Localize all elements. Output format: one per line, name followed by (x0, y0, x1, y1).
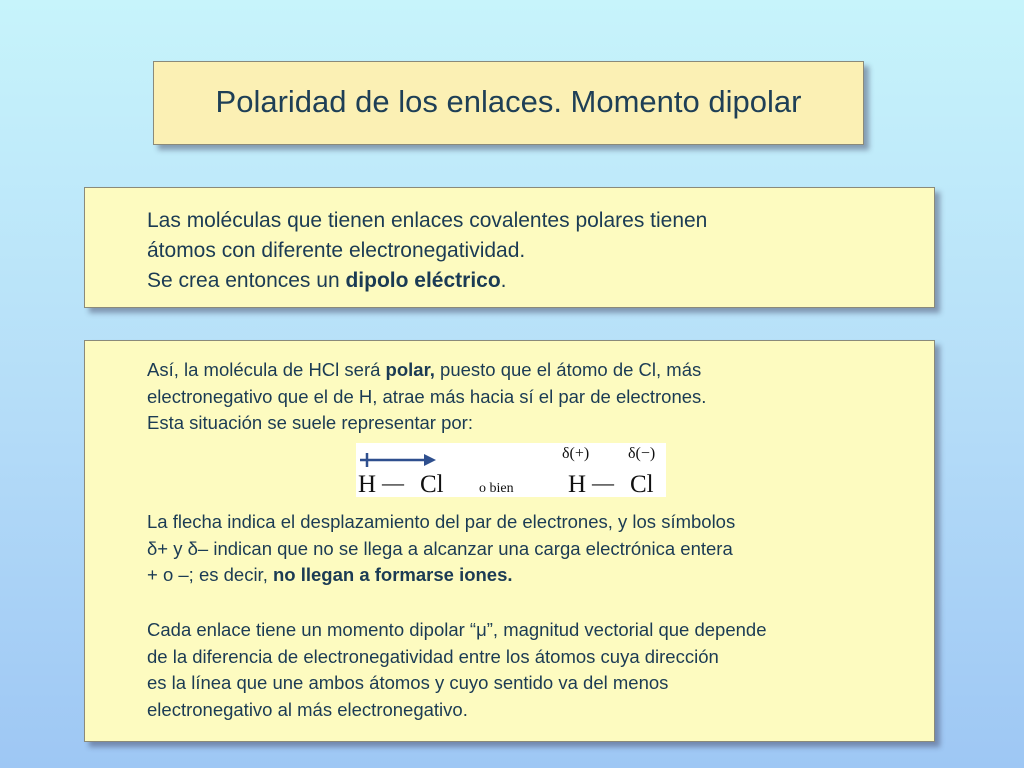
intro-line-3 (147, 266, 707, 296)
intro-line-3-pre: Se crea entonces un (147, 269, 346, 292)
hydrogen-symbol-1: H (358, 471, 377, 498)
title-box (153, 61, 864, 145)
chlorine-symbol-2: Cl (630, 471, 654, 498)
intro-line-1: Las moléculas que tienen enlaces covalentes polares tienen (147, 209, 708, 232)
delta-minus-label: δ(−) (628, 445, 656, 462)
para2-line-2: δ+ y δ– indican que no se llega a alcanzar una carga electrónica entera (147, 537, 733, 559)
para1-line-3: Esta situación se suele representar por: (147, 412, 473, 433)
para3-line-1: Cada enlace tiene un momento dipolar “μ”, magnitud vectorial que depende (147, 619, 767, 640)
or-text: o bien (479, 481, 514, 496)
delta-plus-label: δ(+) (562, 445, 590, 462)
dipole-arrow-icon (358, 445, 438, 469)
dipolo-electrico-term: dipolo eléctrico (345, 269, 501, 292)
intro-line-2: átomos con diferente electronegatividad. (147, 239, 526, 262)
paragraph-hcl (147, 357, 706, 437)
intro-line-3-post: . (500, 269, 507, 292)
main-box (84, 340, 935, 742)
slide-title: Polaridad de los enlaces. Momento dipolar (215, 84, 802, 119)
para2-line-1: La flecha indica el desplazamiento del par de electrones, y los símbolos (147, 511, 736, 532)
chlorine-symbol-1: Cl (420, 471, 444, 498)
bond-symbol-1: — (382, 470, 404, 495)
para1-line-1-post: puesto que el átomo de Cl, más (434, 359, 702, 380)
intro-text (147, 206, 707, 296)
para2-line-3-pre: + o –; es decir, (147, 564, 273, 585)
hcl-dipole-diagram (356, 443, 666, 497)
hydrogen-symbol-2: H (568, 471, 587, 498)
para1-line-1 (147, 357, 706, 384)
paragraph-arrow-explanation (147, 509, 735, 589)
polar-term: polar, (385, 359, 435, 380)
para2-line-3 (147, 562, 735, 589)
para3-line-2: de la diferencia de electronegatividad entre los átomos cuya dirección (147, 645, 719, 667)
intro-box (84, 187, 935, 308)
bond-symbol-2: — (592, 470, 614, 495)
arrow-head (424, 454, 436, 466)
para3-line-4: electronegativo al más electronegativo. (147, 698, 468, 720)
para1-line-1-pre: Así, la molécula de HCl será (147, 359, 386, 380)
no-iones-term: no llegan a formarse iones. (272, 564, 513, 585)
para3-line-3: es la línea que une ambos átomos y cuyo sentido va del menos (147, 672, 669, 693)
para1-line-2: electronegativo que el de H, atrae más hacia sí el par de electrones. (147, 385, 707, 407)
paragraph-dipole-moment (147, 617, 767, 723)
